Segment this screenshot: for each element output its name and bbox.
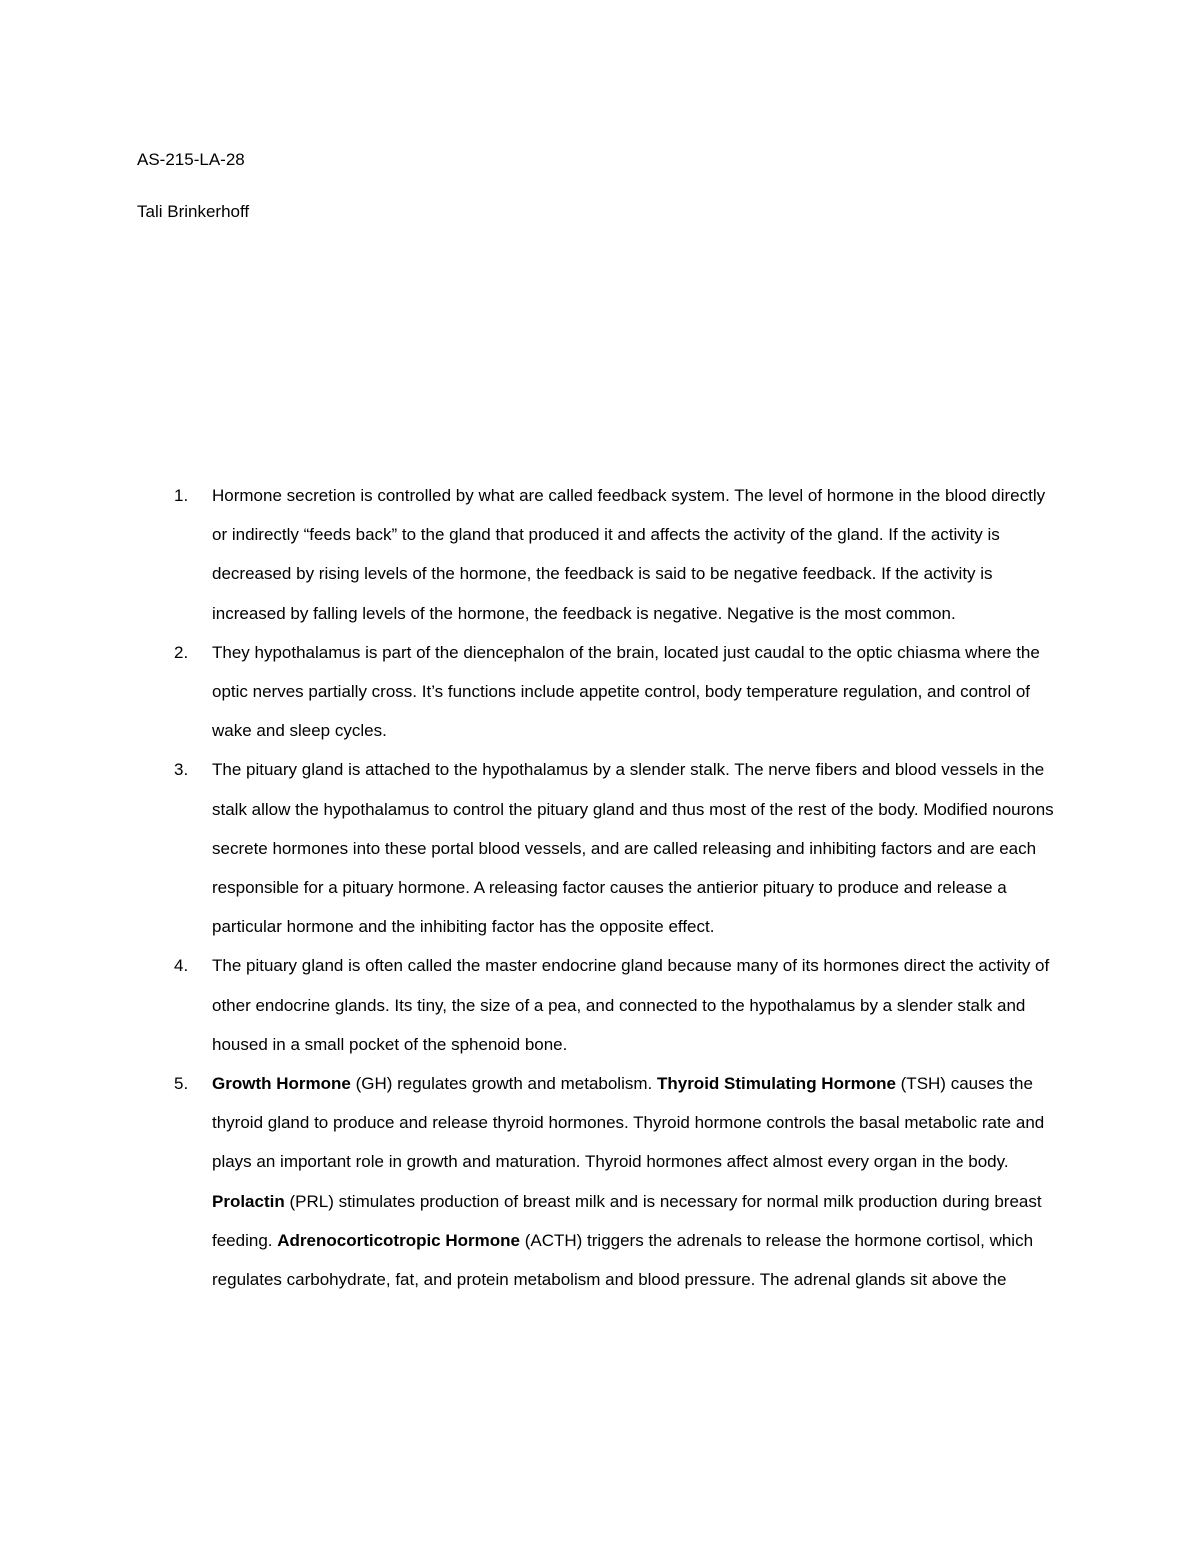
- list-item-5: [0, 1064, 1057, 1299]
- list-item-4: [0, 946, 1057, 1064]
- list-number: 1.: [174, 486, 189, 505]
- list-item-2: [0, 633, 1057, 751]
- list-number: 4.: [174, 956, 189, 976]
- list-item-text: They hypothalamus is part of the diencephalon of the brain, located just caudal to the optic chiasma where the optic nerves partially cross. It’s functions include appetite control, body temperature regulation, and control of wake and sleep cycles.: [212, 642, 1040, 741]
- list-item-3: [0, 750, 1057, 946]
- term-growth-hormone: Growth Hormone: [212, 1074, 351, 1094]
- document-code: AS-215-LA-28: [137, 150, 245, 169]
- list-item-1: [0, 476, 1057, 633]
- numbered-list: [0, 476, 1200, 1299]
- author-name: Tali Brinkerhoff: [137, 202, 250, 221]
- text-acth: (ACTH) triggers the adrenals to release the hormone cortisol, which regulates carbohydrate, fat, and protein metabolism and blood pressure. The adrenal glands sit above the: [212, 1230, 1034, 1290]
- text-thyroid-stimulating-hormone: (TSH) causes the thyroid gland to produce and release thyroid hormones. Thyroid hormone controls the basal metabolic rate and plays an important role in growth and maturation. Thyroid hormones affect almost every organ in the body.: [212, 1074, 1045, 1172]
- list-number: 3.: [174, 760, 189, 780]
- term-prolactin: Prolactin: [212, 1191, 285, 1211]
- list-item-text: Hormone secretion is controlled by what are called feedback system. The level of hormone in the blood directly or indirectly “feeds back” to the gland that produced it and affects the activity of the gland. If the activity is decreased by rising levels of the hormone, the feedback is said to be negative feedback. If the activity is increased by falling levels of the hormone, the feedback is negative. Negative is the most common.: [212, 486, 1046, 623]
- list-number: 2.: [174, 642, 189, 662]
- list-item-text: The pituary gland is often called the master endocrine gland because many of its hormones direct the activity of other endocrine glands. Its tiny, the size of a pea, and connected to the hypothalamus by a slender stalk and housed in a small pocket of the sphenoid bone.: [212, 956, 1050, 1054]
- text-prolactin: (PRL) stimulates production of breast milk and is necessary for normal milk production during breast feeding.: [212, 1191, 1042, 1250]
- term-acth: Adrenocorticotropic Hormone: [277, 1230, 520, 1250]
- term-thyroid-stimulating-hormone: Thyroid Stimulating Hormone: [656, 1074, 896, 1094]
- list-number: 5.: [174, 1074, 189, 1094]
- list-item-text: The pituary gland is attached to the hypothalamus by a slender stalk. The nerve fibers and blood vessels in the stalk allow the hypothalamus to control the pituary gland and thus most of the rest of the body. Modified nourons secrete hormones into these portal blood vessels, and are called releasing and inhibiting factors and are each responsible for a pituary hormone. A releasing factor causes the antierior pituary to produce and release a particular hormone and the inhibiting factor has the opposite effect.: [212, 760, 1054, 937]
- text-growth-hormone: (GH) regulates growth and metabolism.: [350, 1074, 657, 1094]
